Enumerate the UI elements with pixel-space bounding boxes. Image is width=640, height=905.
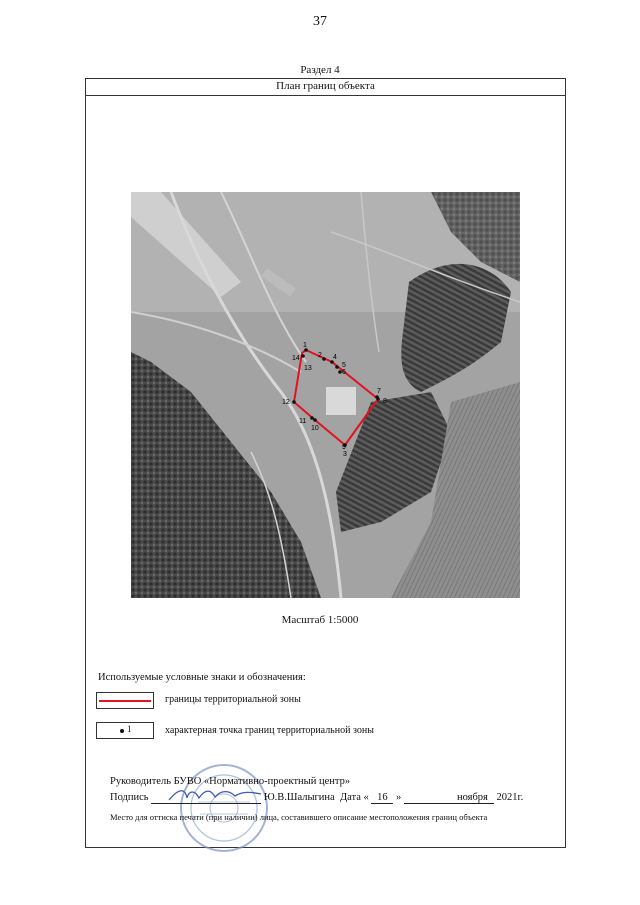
point-10: [313, 418, 317, 422]
label-10: 10: [311, 425, 319, 432]
label-4: 4: [333, 354, 337, 361]
point-12: [292, 400, 296, 404]
signature-line-3: Место для оттиска печати (при наличии) лица, составившего описание местоположения границ объекта: [110, 812, 488, 822]
legend-line-text: границы территориальной зоны: [165, 694, 301, 705]
handwritten-signature: [165, 786, 265, 804]
legend-point-label: 1: [127, 724, 132, 734]
building: [326, 387, 356, 415]
date-quote-close: »: [396, 792, 402, 803]
legend-line-symbol: [96, 692, 154, 709]
label-8: 8: [383, 398, 387, 405]
point-icon: [120, 729, 124, 733]
label-2: 2: [318, 352, 322, 359]
label-3: 3: [343, 451, 347, 458]
sign-label: Подпись: [110, 792, 149, 803]
label-7: 7: [377, 388, 381, 395]
point-2: [322, 357, 326, 361]
red-line-icon: [99, 700, 151, 702]
label-9: 9: [342, 444, 346, 451]
label-13: 13: [304, 365, 312, 372]
date-month: ноября: [404, 792, 494, 804]
label-12: 12: [282, 399, 290, 406]
page-number: 37: [313, 14, 327, 29]
point-14: [301, 354, 305, 358]
date-day: 16: [371, 792, 393, 804]
signature-line-1: Руководитель БУВО «Нормативно-проектный центр»: [110, 776, 351, 787]
satellite-map: [131, 192, 520, 598]
legend-point-text: характерная точка границ территориальной зоны: [165, 725, 374, 736]
section-title: Раздел 4: [300, 64, 340, 76]
date-label: Дата «: [339, 792, 369, 803]
scale-label: Масштаб 1:5000: [281, 614, 359, 626]
point-8: [376, 397, 380, 401]
map-svg: [131, 192, 520, 598]
table-header: План границ объекта: [85, 78, 566, 96]
label-5: 5: [342, 362, 346, 369]
label-14: 14: [292, 355, 300, 362]
signer-name: Ю.В.Шалыгина: [263, 792, 335, 803]
point-11: [310, 416, 314, 420]
date-year: 2021г.: [496, 792, 524, 803]
label-6: 6: [342, 369, 346, 376]
label-1: 1: [303, 342, 307, 349]
legend-title: Используемые условные знаки и обозначения:: [98, 672, 306, 683]
legend-point-symbol: [96, 722, 154, 739]
label-11: 11: [299, 418, 307, 425]
point-5: [335, 365, 339, 369]
